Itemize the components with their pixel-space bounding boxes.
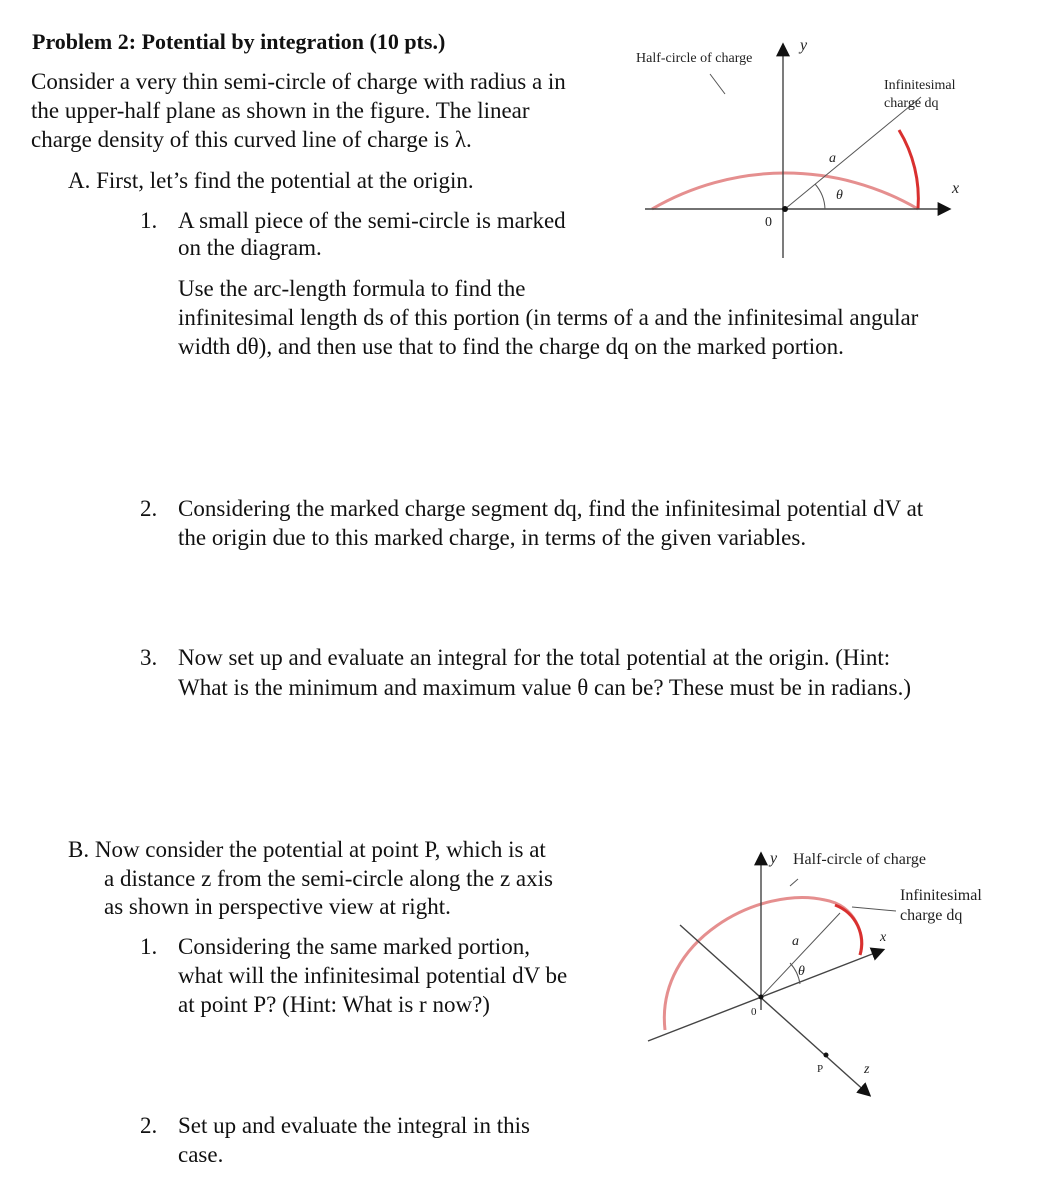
fig2-origin-dot [759,995,764,1000]
fig2-theta-label: θ [798,964,805,979]
fig1-a-label: a [829,151,836,166]
part-a-heading: A. First, let’s find the potential at the origin. [68,168,474,193]
fig2-y-label: y [770,850,778,867]
intro-line-2: the upper-half plane as shown in the figure. The linear [31,98,530,123]
part-a-q3-line-1: Now set up and evaluate an integral for the total potential at the origin. (Hint: [178,645,891,670]
fig1-label-pointer [710,74,725,94]
fig1-infinitesimal-label-2: charge dq [884,96,939,111]
problem-title: Problem 2: Potential by integration (10 pts.) [32,29,446,54]
fig2-z-axis [680,925,870,1093]
part-b-heading-3: as shown in perspective view at right. [104,894,451,919]
fig1-theta-label: θ [836,188,843,203]
fig1-semicircle [652,173,918,209]
fig1-theta-arc [815,184,825,209]
part-a-q3-line-2: What is the minimum and maximum value θ can be? These must be in radians.) [178,675,911,700]
intro-line-3: charge density of this curved line of charge is λ. [31,127,472,152]
part-a-q1-followup-1: Use the arc-length formula to find the [178,276,526,301]
fig2-p-label: P [817,1063,824,1075]
part-b-heading-2: a distance z from the semi-circle along the z axis [104,866,553,891]
part-a-q1-number: 1. [140,208,158,233]
fig1-half-circle-label: Half-circle of charge [636,51,753,66]
part-a-q1-line-2: on the diagram. [178,235,322,260]
fig2-x-label: x [880,930,887,945]
fig1-origin-label: 0 [765,215,772,230]
fig1-infinitesimal-label-1: Infinitesimal [884,78,956,93]
fig1-x-label: x [952,180,960,197]
part-a-q1-line-1: A small piece of the semi-circle is marked [178,208,566,233]
fig2-semicircle [664,898,861,1030]
part-a-q2-line-1: Considering the marked charge segment dq, find the infinitesimal potential dV at [178,496,924,521]
part-b-q1-number: 1. [140,934,158,959]
fig2-radius-line [761,913,840,997]
fig2-z-label: z [864,1062,870,1077]
part-a-q1-followup-2: infinitesimal length ds of this portion (in terms of a and the infinitesimal angular [178,305,919,330]
part-b-q1-line-3: at point P? (Hint: What is r now?) [178,992,490,1017]
figure-2-diagram [640,845,1020,1105]
fig2-marked-segment [835,905,862,955]
fig2-a-label: a [792,934,799,949]
fig1-origin-dot [782,206,788,212]
part-b-q2-number: 2. [140,1113,158,1138]
part-a-q1-followup-3: width dθ), and then use that to find the charge dq on the marked portion. [178,334,844,359]
part-b-heading-1: B. Now consider the potential at point P, which is at [68,837,546,862]
part-b-q2-line-2: case. [178,1142,224,1167]
part-a-q2-line-2: the origin due to this marked charge, in terms of the given variables. [178,525,807,550]
fig2-label-pointer [790,879,798,886]
fig2-p-dot [824,1053,829,1058]
fig2-infinitesimal-label-2: charge dq [900,907,963,924]
fig1-marked-segment [899,130,918,209]
fig2-infinitesimal-label-1: Infinitesimal [900,887,982,904]
fig2-half-circle-label: Half-circle of charge [793,851,926,868]
fig1-radius-line [785,97,921,209]
part-b-q2-line-1: Set up and evaluate the integral in this [178,1113,530,1138]
fig1-y-label: y [800,37,808,54]
fig2-origin-label: 0 [751,1006,757,1018]
intro-line-1: Consider a very thin semi-circle of charge with radius a in [31,69,566,94]
fig2-x-axis [648,951,880,1041]
part-b-q1-line-2: what will the infinitesimal potential dV be [178,963,568,988]
part-b-q1-line-1: Considering the same marked portion, [178,934,530,959]
fig2-dq-pointer [852,907,896,911]
part-a-q2-number: 2. [140,496,158,521]
part-a-q3-number: 3. [140,645,158,670]
